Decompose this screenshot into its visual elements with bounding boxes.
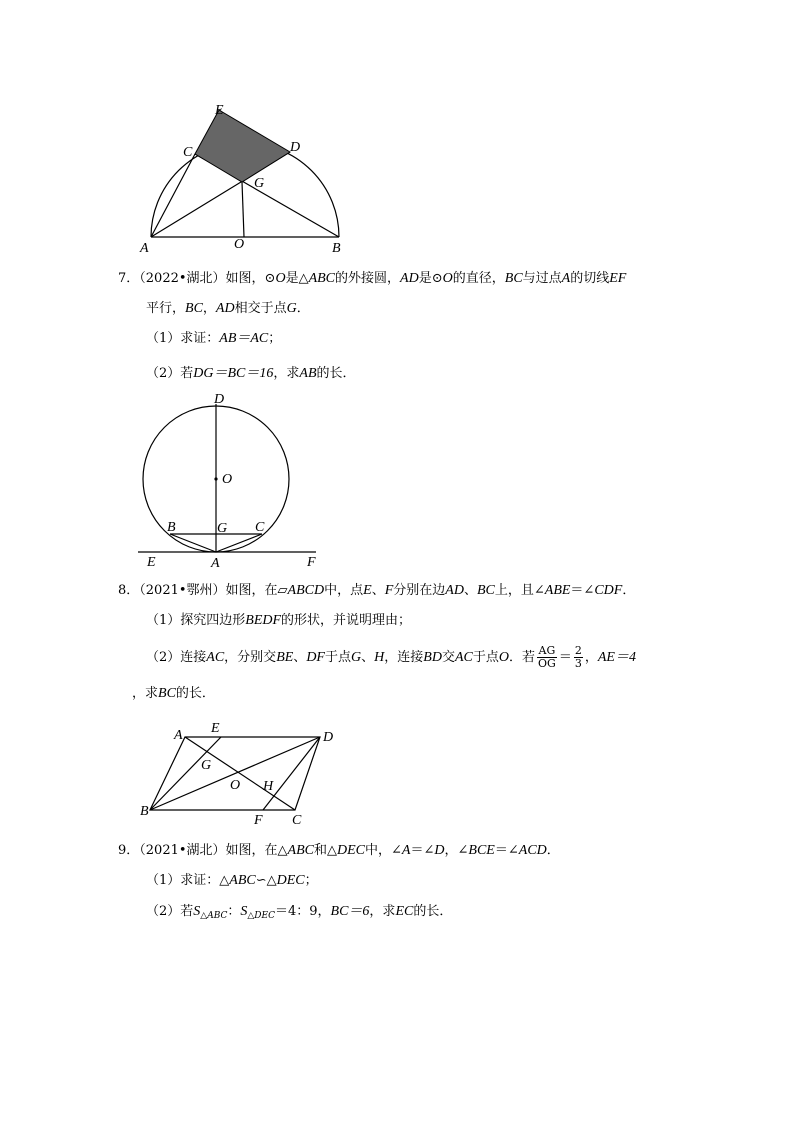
diagonal-BD	[150, 737, 320, 810]
q8-number: 8．	[118, 583, 140, 598]
fraction-AG-OG: $\frac{AG}{OG}$	[538, 644, 556, 670]
label-A: A	[140, 241, 149, 256]
q9-source: （2021•湖北）	[139, 843, 226, 858]
center-point	[214, 477, 217, 480]
label-G: G	[217, 521, 228, 536]
label-B: B	[140, 804, 149, 819]
q9-number: 9．	[118, 843, 140, 858]
segment-DF	[263, 737, 320, 810]
label-A: A	[211, 556, 220, 571]
q7-part2: （2）若DG＝BC＝16，求AB的长．	[146, 366, 356, 381]
q8-part1: （1）探究四边形BEDF的形状，并说明理由；	[146, 613, 412, 628]
q7-stem-line2: 平行，BC，AD相交于点G．	[146, 301, 310, 316]
label-F: F	[254, 813, 263, 828]
diagonal-AC	[185, 737, 295, 810]
segment-AB	[170, 534, 216, 552]
label-C: C	[255, 520, 265, 535]
label-G: G	[201, 758, 212, 773]
label-D: D	[290, 140, 301, 155]
label-G: G	[254, 176, 265, 191]
figure-semicircle	[130, 100, 370, 260]
q9-part2: （2）若$S_{\triangle ABC}$：$S_{\triangle DEC}=4$：9，BC＝6，求EC的长．	[146, 904, 453, 921]
q7-part1: （1）求证：AB＝AC；	[146, 331, 282, 346]
figure-parallelogram	[130, 712, 350, 827]
q8-source: （2021•鄂州）	[139, 583, 226, 598]
figure-circle-tangent	[130, 390, 330, 570]
label-B: B	[332, 241, 341, 256]
q7-stem-line1: 7．（2022•湖北）如图，⊙O是△ABC的外接圆，AD是⊙O的直径，BC与过点A的切线EF	[118, 271, 627, 286]
label-F: F	[307, 555, 316, 570]
q7-source: （2022•湖北）	[139, 271, 226, 286]
label-E: E	[211, 721, 220, 736]
segment-BE	[150, 737, 221, 810]
q7-number: 7．	[118, 271, 140, 286]
label-A: A	[174, 728, 183, 743]
label-C: C	[292, 813, 302, 828]
label-D: D	[323, 730, 334, 745]
q9-stem: 9．（2021•湖北）如图，在△ABC和△DEC中，∠A＝∠D，∠BCE＝∠ACD．	[118, 843, 560, 858]
q8-stem: 8．（2021•鄂州）如图，在▱ABCD中，点E、F分别在边AD、BC上，且∠ABE＝∠CDF．	[118, 583, 636, 598]
segment-OG	[242, 182, 244, 237]
label-E: E	[215, 103, 224, 118]
segment-AC	[151, 154, 195, 237]
label-C: C	[183, 145, 193, 160]
label-H: H	[263, 779, 274, 794]
label-E: E	[147, 555, 156, 570]
label-O: O	[222, 472, 233, 487]
q8-part2-cont: ，求BC的长．	[132, 686, 215, 701]
segment-AC	[216, 534, 262, 552]
label-O: O	[234, 237, 245, 252]
q9-part1: （1）求证：△ABC∽△DEC；	[146, 873, 318, 888]
q8-part2: （2）连接AC，分别交BE、DF于点G、H，连接BD交AC于点O．若 $\frac{AG}{OG}$ ＝ $\frac{2}{3}$ ，AE＝4	[146, 644, 636, 670]
label-O: O	[230, 778, 241, 793]
fraction-2-3: $\frac{2}{3}$	[574, 644, 582, 670]
label-D: D	[214, 392, 225, 407]
shaded-region	[195, 110, 290, 182]
label-B: B	[167, 520, 176, 535]
